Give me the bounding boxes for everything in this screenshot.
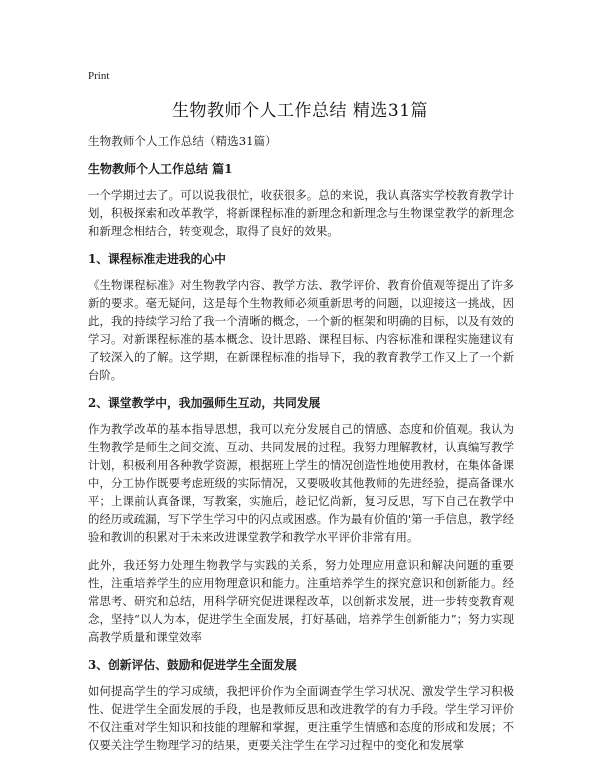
section-heading-1: 1、课程标准走进我的心中 [88, 252, 226, 266]
document-subtitle: 生物教师个人工作总结（精选31篇） [88, 134, 277, 148]
print-label: Print [88, 70, 110, 82]
document-title: 生物教师个人工作总结 精选31篇 [171, 101, 429, 121]
section-heading-2: 2、课堂教学中，我加强师生互动，共同发展 [88, 396, 321, 410]
document-body [88, 132, 514, 764]
section-1-paragraph-1: 《生物课程标准》对生物教学内容、教学方法、教学评价、教育价值观等提出了许多新的要求。毫无疑问，这是每个生物教师必须重新思考的问题，以迎接这一挑战，因此，我的持续学习给了我一个清晰的概念，一个新的框架和明确的目标，以及有效的学习。对新课程标准的基本概念、设计思路、课程目标、内容标准和课程实施建议有了较深入的了解。这学期，在新课程标准的指导下，我的教育教学工作又上了一个新台阶。 [88, 278, 514, 382]
section-2-paragraph-2: 此外，我还努力处理生物教学与实践的关系，努力处理应用意识和解决问题的重要性，注重培养学生的应用物理意识和能力。注重培养学生的探究意识和创新能力。经常思考、研究和总结，用科学研究促进课程改革，以创新求发展，进一步转变教育观念，坚持“以人为本，促进学生全面发展，打好基础，培养学生创新能力”；努力实现高教学质量和课堂效率 [88, 558, 514, 644]
intro-paragraph: 一个学期过去了。可以说我很忙，收获很多。总的来说，我认真落实学校教育教学计划，积极探索和改革教学，将新课程标准的新理念和新理念与生物课堂教学的新理念和新理念相结合，转变观念，取得了良好的效果。 [88, 188, 514, 238]
section-2-paragraph-1: 作为教学改革的基本指导思想，我可以充分发展自己的情感、态度和价值观。我认为生物教学是师生之间交流、互动、共同发展的过程。我努力理解教材，认真编写教学计划，积极利用各种教学资源，根据班上学生的情况创造性地使用教材，在集体备课中，分工协作既要考虑班级的实际情况，又要吸收其他教师的先进经验，提高备课水平；上课前认真备课，写教案，实施后，趁记忆尚新，复习反思，写下自己在教学中的经历或疏漏，写下学生学习中的闪点或困惑。作为最有价值的'第一手信息，教学经验和教训的积累对于未来改进课堂教学和教学水平评价非常有用。 [88, 422, 514, 544]
section-title: 生物教师个人工作总结 篇1 [88, 162, 233, 176]
section-3-paragraph-1: 如何提高学生的学习成绩，我把评价作为全面调查学生学习状况、激发学生学习积极性、促进学生全面发展的手段，也是教师反思和改进教学的有力手段。学生学习评价不仅注重对学生知识和技能的理解和掌握，更注重学生情感和态度的形成和发展；不仅要关注学生物理学习的结果，更要关注学生在学习过程中的变化和发展掌 [88, 684, 514, 752]
section-heading-3: 3、创新评估、鼓励和促进学生全面发展 [88, 658, 297, 672]
